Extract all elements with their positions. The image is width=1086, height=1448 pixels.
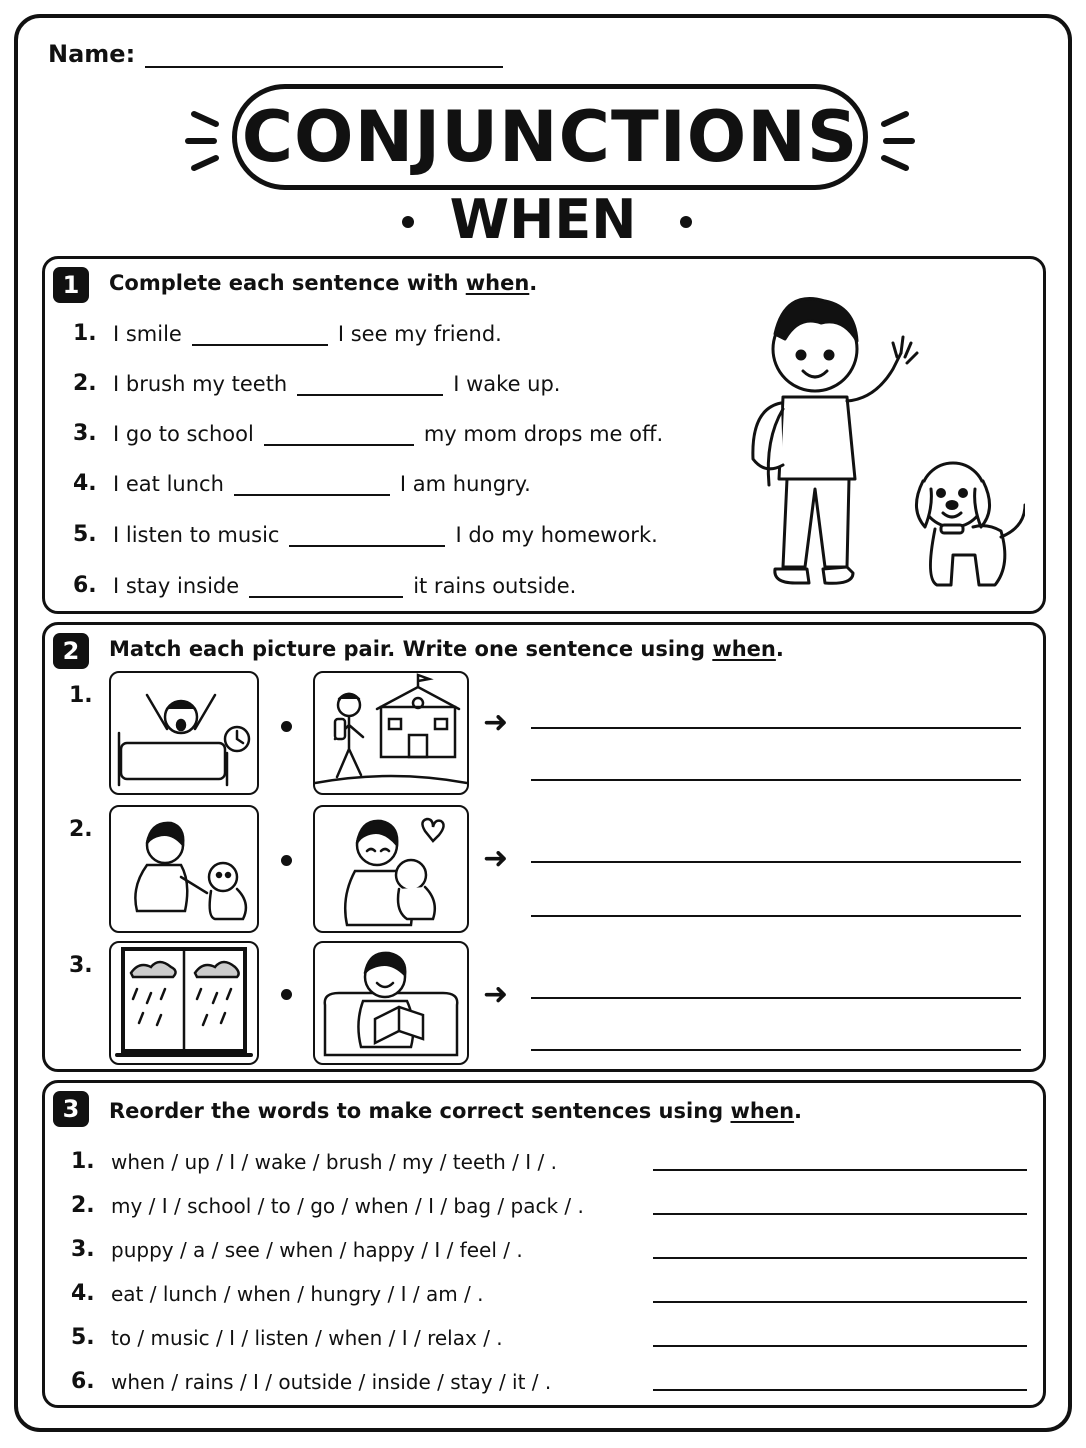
pair-1-match-dot	[281, 721, 292, 732]
section-1	[42, 256, 1046, 614]
s1-item-1: 1. I smile I see my friend.	[73, 321, 502, 346]
section-3-instruction: Reorder the words to make correct sentences using when.	[109, 1099, 803, 1123]
answer-blank[interactable]	[192, 326, 328, 346]
girl-sees-puppy-icon	[111, 807, 257, 931]
pair-2-write-line-1[interactable]	[531, 861, 1021, 863]
sparkle-left-icon	[184, 104, 224, 178]
section-2-instruction: Match each picture pair. Write one sentence using when.	[109, 637, 784, 661]
s3-item-6: 6. when / rains / I / outside / inside / stay / it / .	[71, 1369, 552, 1394]
pair-1-write-line-1[interactable]	[531, 727, 1021, 729]
sparkle-right-icon	[876, 104, 916, 178]
name-row	[48, 40, 503, 68]
s1-item-5: 5. I listen to music I do my homework.	[73, 522, 658, 547]
s1-item-6: 6. I stay inside it rains outside.	[73, 573, 577, 598]
title-banner	[232, 84, 868, 190]
name-label: Name:	[48, 40, 136, 68]
pair-2-number: 2.	[69, 817, 93, 842]
pair-1-number: 1.	[69, 683, 93, 708]
page-title: CONJUNCTIONS	[241, 96, 859, 178]
s3-item-4: 4. eat / lunch / when / hungry / I / am / .	[71, 1281, 484, 1306]
rainy-window-icon	[111, 943, 257, 1063]
pair-2-arrow-icon: ➜	[483, 841, 509, 876]
pair-2-match-dot	[281, 855, 292, 866]
pair-3-number: 3.	[69, 953, 93, 978]
pair-3-left-picture[interactable]	[109, 941, 259, 1065]
pair-2-write-line-2[interactable]	[531, 915, 1021, 917]
pair-3-arrow-icon: ➜	[483, 977, 509, 1012]
section-3	[42, 1080, 1046, 1408]
waking-up-icon	[111, 673, 257, 793]
pair-3-right-picture[interactable]	[313, 941, 469, 1065]
pair-3-write-line-1[interactable]	[531, 997, 1021, 999]
girl-hugs-puppy-icon	[315, 807, 467, 931]
s3-item-3: 3. puppy / a / see / when / happy / I / feel / .	[71, 1237, 523, 1262]
pair-1-write-line-2[interactable]	[531, 779, 1021, 781]
s3-item-2: 2. my / I / school / to / go / when / I / bag / pack / .	[71, 1193, 584, 1218]
pair-2-right-picture[interactable]	[313, 805, 469, 933]
section-3-badge: 3	[53, 1091, 89, 1127]
s3-item-1: 1. when / up / I / wake / brush / my / teeth / I / .	[71, 1149, 557, 1174]
pair-1-right-picture[interactable]	[313, 671, 469, 795]
answer-blank[interactable]	[297, 376, 443, 396]
s3-answer-line-2[interactable]	[653, 1213, 1027, 1215]
pair-3-match-dot	[281, 989, 292, 1000]
s1-item-4: 4. I eat lunch I am hungry.	[73, 471, 531, 496]
s1-item-3: 3. I go to school my mom drops me off.	[73, 421, 664, 446]
answer-blank[interactable]	[264, 426, 414, 446]
pair-1-arrow-icon: ➜	[483, 705, 509, 740]
boy-reading-icon	[315, 943, 467, 1063]
s3-answer-line-3[interactable]	[653, 1257, 1027, 1259]
section-2	[42, 622, 1046, 1072]
section-1-instruction: Complete each sentence with when.	[109, 271, 538, 295]
page-subtitle: WHEN	[449, 188, 637, 251]
pair-2-left-picture[interactable]	[109, 805, 259, 933]
walking-to-school-icon	[315, 673, 467, 793]
s3-answer-line-6[interactable]	[653, 1389, 1027, 1391]
s3-answer-line-4[interactable]	[653, 1301, 1027, 1303]
answer-blank[interactable]	[249, 578, 403, 598]
section-2-badge: 2	[53, 633, 89, 669]
answer-blank[interactable]	[234, 476, 390, 496]
pair-3-write-line-2[interactable]	[531, 1049, 1021, 1051]
name-field[interactable]	[145, 46, 503, 68]
s3-answer-line-5[interactable]	[653, 1345, 1027, 1347]
s1-item-2: 2. I brush my teeth I wake up.	[73, 371, 561, 396]
pair-1-left-picture[interactable]	[109, 671, 259, 795]
s3-answer-line-1[interactable]	[653, 1169, 1027, 1171]
s3-item-5: 5. to / music / I / listen / when / I / relax / .	[71, 1325, 503, 1350]
subtitle-dot-right	[680, 216, 692, 228]
answer-blank[interactable]	[289, 527, 445, 547]
boy-waving-with-dog-icon	[725, 279, 1025, 599]
section-1-badge: 1	[53, 267, 89, 303]
